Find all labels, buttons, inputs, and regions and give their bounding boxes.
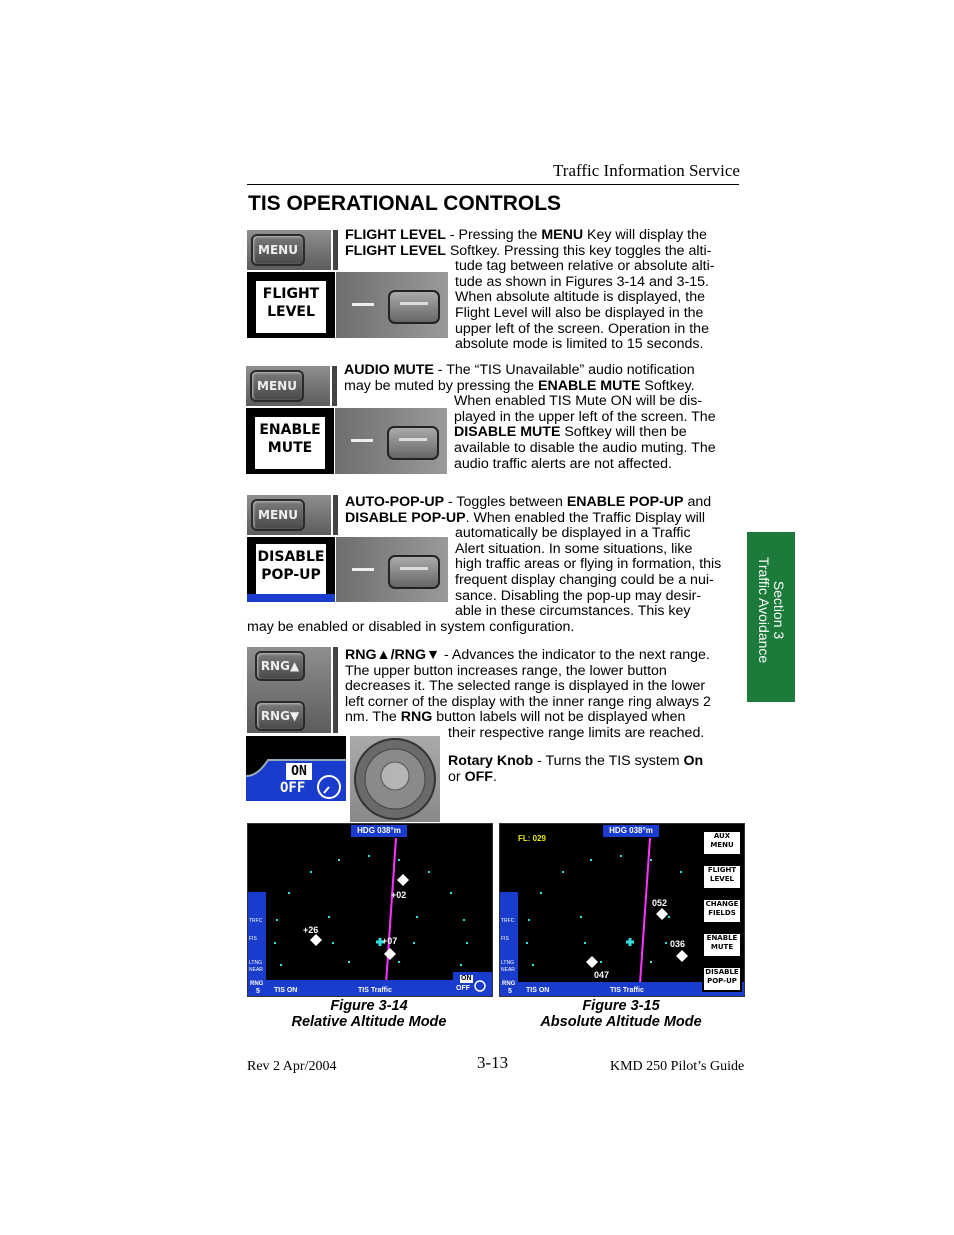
disable-popup-softkey[interactable] [253, 541, 329, 597]
term: Rotary Knob [448, 753, 534, 769]
text-line: left corner of the display with the inner range ring always 2 [345, 693, 711, 710]
divider-bar [333, 495, 338, 535]
divider-bar [332, 366, 337, 406]
softkey-line: DISABLE [705, 968, 739, 976]
rng-label: RNG [502, 981, 516, 987]
text: and [683, 494, 712, 510]
target-altitude: 052 [652, 898, 668, 908]
menu-key[interactable]: MENU [251, 499, 305, 531]
enable-mute-line2: MUTE [267, 440, 313, 456]
page-number: 3-13 [477, 1053, 509, 1072]
target-altitude: 047 [594, 970, 610, 980]
text: Key will display the [583, 227, 707, 243]
status-tis-traffic: TIS Traffic [358, 987, 392, 994]
figure-number: Figure 3-14 [330, 998, 408, 1014]
target-altitude: 036 [670, 939, 686, 949]
side-label: FIS [501, 936, 509, 942]
term: DISABLE MUTE [454, 424, 561, 441]
text: - Turns the TIS system [533, 753, 684, 769]
text-line: automatically be displayed in a Traffic [455, 525, 691, 542]
side-label: TRFC [249, 918, 263, 924]
term: AUDIO MUTE [344, 362, 434, 378]
term: AUTO-POP-UP [345, 494, 445, 510]
disable-popup-softkey-frame [247, 537, 335, 602]
text-line: able in these circumstances. This key [455, 603, 691, 620]
rng-down-key[interactable]: RNG▼ [255, 701, 305, 731]
menu-key[interactable]: MENU [251, 234, 305, 266]
text: Softkey. Pressing this key toggles the alti- [445, 242, 712, 259]
target-altitude: +02 [391, 890, 407, 900]
section-tab-text [756, 525, 786, 695]
menu-key-panel-2 [246, 366, 330, 406]
heading-readout: HDG 038°m [357, 826, 401, 835]
menu-key[interactable]: MENU [250, 370, 304, 402]
softkey-line: MENU [710, 841, 734, 849]
text-line: audio traffic alerts are not affected. [454, 455, 672, 472]
softkey-change-fields[interactable] [702, 898, 742, 924]
flight-level-softkey[interactable] [253, 278, 329, 336]
off-label[interactable]: OFF [280, 780, 306, 796]
screen-edge [247, 594, 335, 602]
rng-up-key[interactable]: RNG▲ [255, 651, 305, 681]
rng-value: 5 [256, 988, 260, 995]
figure-caption: Absolute Altitude Mode [540, 1014, 702, 1030]
softkey-line: POP-UP [707, 977, 737, 985]
text-line: available to disable the audio muting. The [454, 439, 716, 456]
text-line: tude tag between relative or absolute alti- [455, 258, 715, 275]
text-line: absolute mode is limited to 15 seconds. [455, 336, 704, 353]
softkey-aux-menu[interactable] [702, 830, 742, 856]
divider-bar [333, 647, 338, 733]
text-line: Flight Level will also be displayed in the [455, 304, 704, 321]
side-label: LTNG [249, 960, 262, 966]
text: . [492, 768, 497, 785]
softkey-line: ENABLE [706, 934, 738, 942]
section-tab [747, 532, 795, 702]
text-line: The upper button increases range, the lower button [345, 662, 667, 679]
text: - Toggles between [444, 494, 567, 510]
rng-value: 5 [508, 988, 512, 995]
rng-key-panel [247, 647, 331, 733]
softkey-line: CHANGE [705, 900, 739, 908]
softkey-line: AUX [713, 832, 731, 840]
flight-level-softkey-frame [247, 272, 335, 338]
text: Softkey will then be [560, 424, 687, 441]
screen-on-label: ON [461, 975, 472, 982]
enable-mute-softkey[interactable] [252, 414, 328, 472]
divider-bar [333, 230, 338, 270]
enable-mute-line1: ENABLE [259, 422, 321, 438]
text: may be muted by pressing the [344, 377, 538, 394]
softkey-enable-mute[interactable] [702, 932, 742, 958]
term: FLIGHT LEVEL [345, 227, 446, 243]
section-tab-line2: Traffic Avoidance [756, 556, 772, 664]
side-label: NEAR [249, 967, 263, 973]
side-label: FIS [249, 936, 257, 942]
on-label[interactable]: ON [291, 764, 307, 779]
text-line: Alert situation. In some situations, like [455, 540, 693, 557]
side-label: TRFC [501, 918, 515, 924]
term: RNG [400, 709, 433, 726]
text-line: When absolute altitude is displayed, the [455, 289, 706, 306]
rng-text [345, 648, 740, 742]
disable-popup-line1: DISABLE [257, 549, 325, 565]
text: . When enabled the Traffic Display will [465, 509, 706, 526]
status-tis-traffic: TIS Traffic [610, 987, 644, 994]
term: MENU [541, 227, 584, 243]
term: ENABLE POP-UP [566, 494, 684, 510]
target-altitude: +07 [382, 936, 398, 946]
text: button labels will not be displayed when [432, 709, 686, 726]
footer-revision: Rev 2 Apr/2004 [247, 1059, 337, 1074]
rng-label: RNG [250, 981, 264, 987]
term: DISABLE POP-UP [345, 509, 466, 526]
menu-key-panel-1 [247, 230, 331, 270]
softkey-line: FIELDS [708, 909, 736, 917]
text-line: tude as shown in Figures 3-14 and 3-15. [455, 273, 709, 290]
header-rule [247, 184, 739, 185]
text-line: high traffic areas or flying in formation, this [455, 556, 722, 573]
figure-3-14-screen [247, 823, 493, 997]
text: - The “TIS Unavailable” audio notification [433, 362, 695, 378]
flight-level-line1: FLIGHT [262, 286, 320, 302]
softkey-flight-level[interactable] [702, 864, 742, 890]
softkey-disable-popup[interactable] [702, 966, 742, 992]
softkey-line: FLIGHT [707, 866, 737, 874]
text-line: When enabled TIS Mute ON will be dis- [454, 393, 703, 410]
audio-mute-text [344, 363, 740, 472]
text: - Pressing the [445, 227, 542, 243]
auto-popup-text [345, 495, 740, 620]
status-tis-on: TIS ON [526, 987, 550, 994]
figure-3-15-caption [499, 998, 743, 1030]
footer-guide-title: KMD 250 Pilot’s Guide [610, 1059, 745, 1074]
text-line: decreases it. The selected range is displayed in the lower [345, 678, 706, 695]
text-line: frequent display changing could be a nui- [455, 571, 714, 588]
page-title: TIS OPERATIONAL CONTROLS [248, 192, 562, 215]
figure-3-15-screen [499, 823, 745, 997]
text-line: their respective range limits are reached. [448, 724, 705, 741]
rotary-text [448, 754, 738, 785]
term: OFF [464, 768, 493, 785]
flight-level-line2: LEVEL [267, 304, 315, 320]
heading-readout: HDG 038°m [609, 826, 653, 835]
figure-3-14-caption [247, 998, 491, 1030]
text-line: sance. Disabling the pop-up may desir- [455, 587, 702, 604]
side-label: NEAR [501, 967, 515, 973]
auto-popup-last-line: may be enabled or disabled in system configuration. [247, 619, 575, 635]
text-line: played in the upper left of the screen. The [454, 408, 716, 425]
section-tab-line1: Section 3 [771, 580, 787, 640]
term: RNG▲/RNG▼ [345, 647, 441, 663]
disable-popup-line2: POP-UP [261, 567, 321, 583]
figure-caption: Relative Altitude Mode [291, 1014, 447, 1030]
text: - Advances the indicator to the next range. [440, 647, 710, 663]
text-line: upper left of the screen. Operation in the [455, 320, 709, 337]
figure-number: Figure 3-15 [582, 998, 660, 1014]
softkey-line: MUTE [710, 943, 734, 951]
text: Softkey. [640, 377, 695, 394]
side-label: LTNG [501, 960, 514, 966]
term: ENABLE MUTE [538, 377, 641, 394]
status-tis-on: TIS ON [274, 987, 298, 994]
term: FLIGHT LEVEL [345, 242, 446, 259]
flight-level-readout: FL: 029 [518, 834, 547, 843]
term: On [683, 753, 704, 769]
text: nm. The [345, 709, 401, 726]
menu-key-panel-3 [247, 495, 331, 535]
rotary-knob-image [350, 736, 440, 822]
softkey-line: LEVEL [710, 875, 734, 883]
screen-off-label: OFF [456, 985, 470, 992]
enable-mute-softkey-frame [246, 408, 334, 474]
flight-level-text [345, 228, 740, 353]
text: or [448, 768, 465, 785]
traffic-display-graphic [248, 824, 492, 996]
running-header: Traffic Information Service [553, 161, 740, 180]
rotary-knob-graphic [350, 736, 440, 822]
target-altitude: +26 [303, 925, 319, 935]
on-off-image [246, 736, 346, 801]
